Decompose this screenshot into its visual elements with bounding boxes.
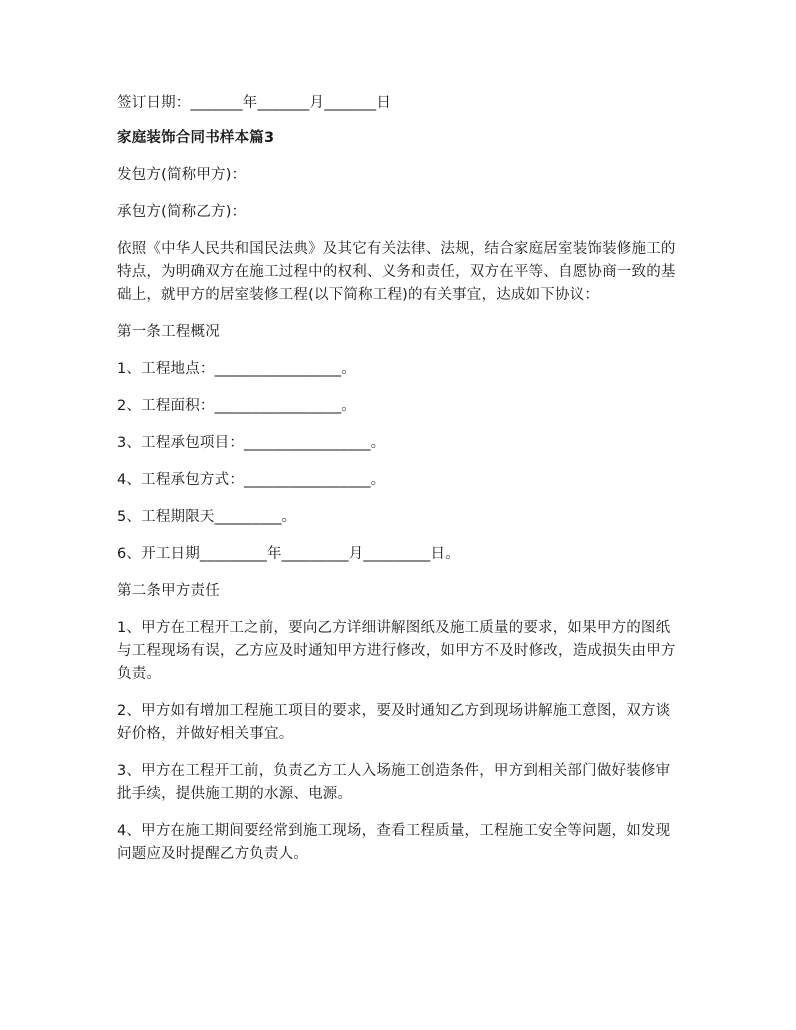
document-title: 家庭装饰合同书样本篇3 bbox=[117, 130, 275, 146]
section1-item: 2、工程面积：_________________。 bbox=[117, 398, 356, 414]
document-page bbox=[117, 92, 677, 880]
party-a-line: 发包方(简称甲方)： bbox=[117, 167, 247, 183]
section2-item: 3、甲方在工程开工前，负责乙方工人入场施工创造条件，甲方到相关部门做好装修审批手续，提供施工期的水源、电源。 bbox=[117, 763, 671, 802]
section2-item: 2、甲方如有增加工程施工项目的要求，要及时通知乙方到现场讲解施工意图，双方谈好价格，并做好相关事宜。 bbox=[117, 703, 671, 742]
section2-title: 第二条甲方责任 bbox=[117, 583, 220, 599]
sign-date-line: 签订日期：_______年_______月_______日 bbox=[117, 95, 392, 111]
section1-item: 1、工程地点：_________________。 bbox=[117, 361, 356, 377]
section1-title: 第一条工程概况 bbox=[117, 324, 220, 340]
section1-item: 3、工程承包项目：_________________。 bbox=[117, 435, 386, 451]
section1-item: 4、工程承包方式：_________________。 bbox=[117, 472, 386, 488]
section1-item: 5、工程期限天_________。 bbox=[117, 509, 297, 525]
intro-paragraph: 依照《中华人民共和国民法典》及其它有关法律、法规，结合家庭居室装饰装修施工的特点，为明确双方在施工过程中的权利、义务和责任，双方在平等、自愿协商一致的基础上，就甲方的居室装修工程(以下简称工程)的有关事宜，达成如下协议： bbox=[117, 241, 676, 303]
section2-item: 1、甲方在工程开工之前，要向乙方详细讲解图纸及施工质量的要求，如果甲方的图纸与工程现场有误，乙方应及时通知甲方进行修改，如甲方不及时修改，造成损失由甲方负责。 bbox=[117, 620, 676, 682]
party-b-line: 承包方(简称乙方)： bbox=[117, 204, 247, 220]
section1-item: 6、开工日期_________年_________月_________日。 bbox=[117, 546, 460, 562]
section2-item: 4、甲方在施工期间要经常到施工现场，查看工程质量，工程施工安全等问题，如发现问题应及时提醒乙方负责人。 bbox=[117, 823, 671, 862]
